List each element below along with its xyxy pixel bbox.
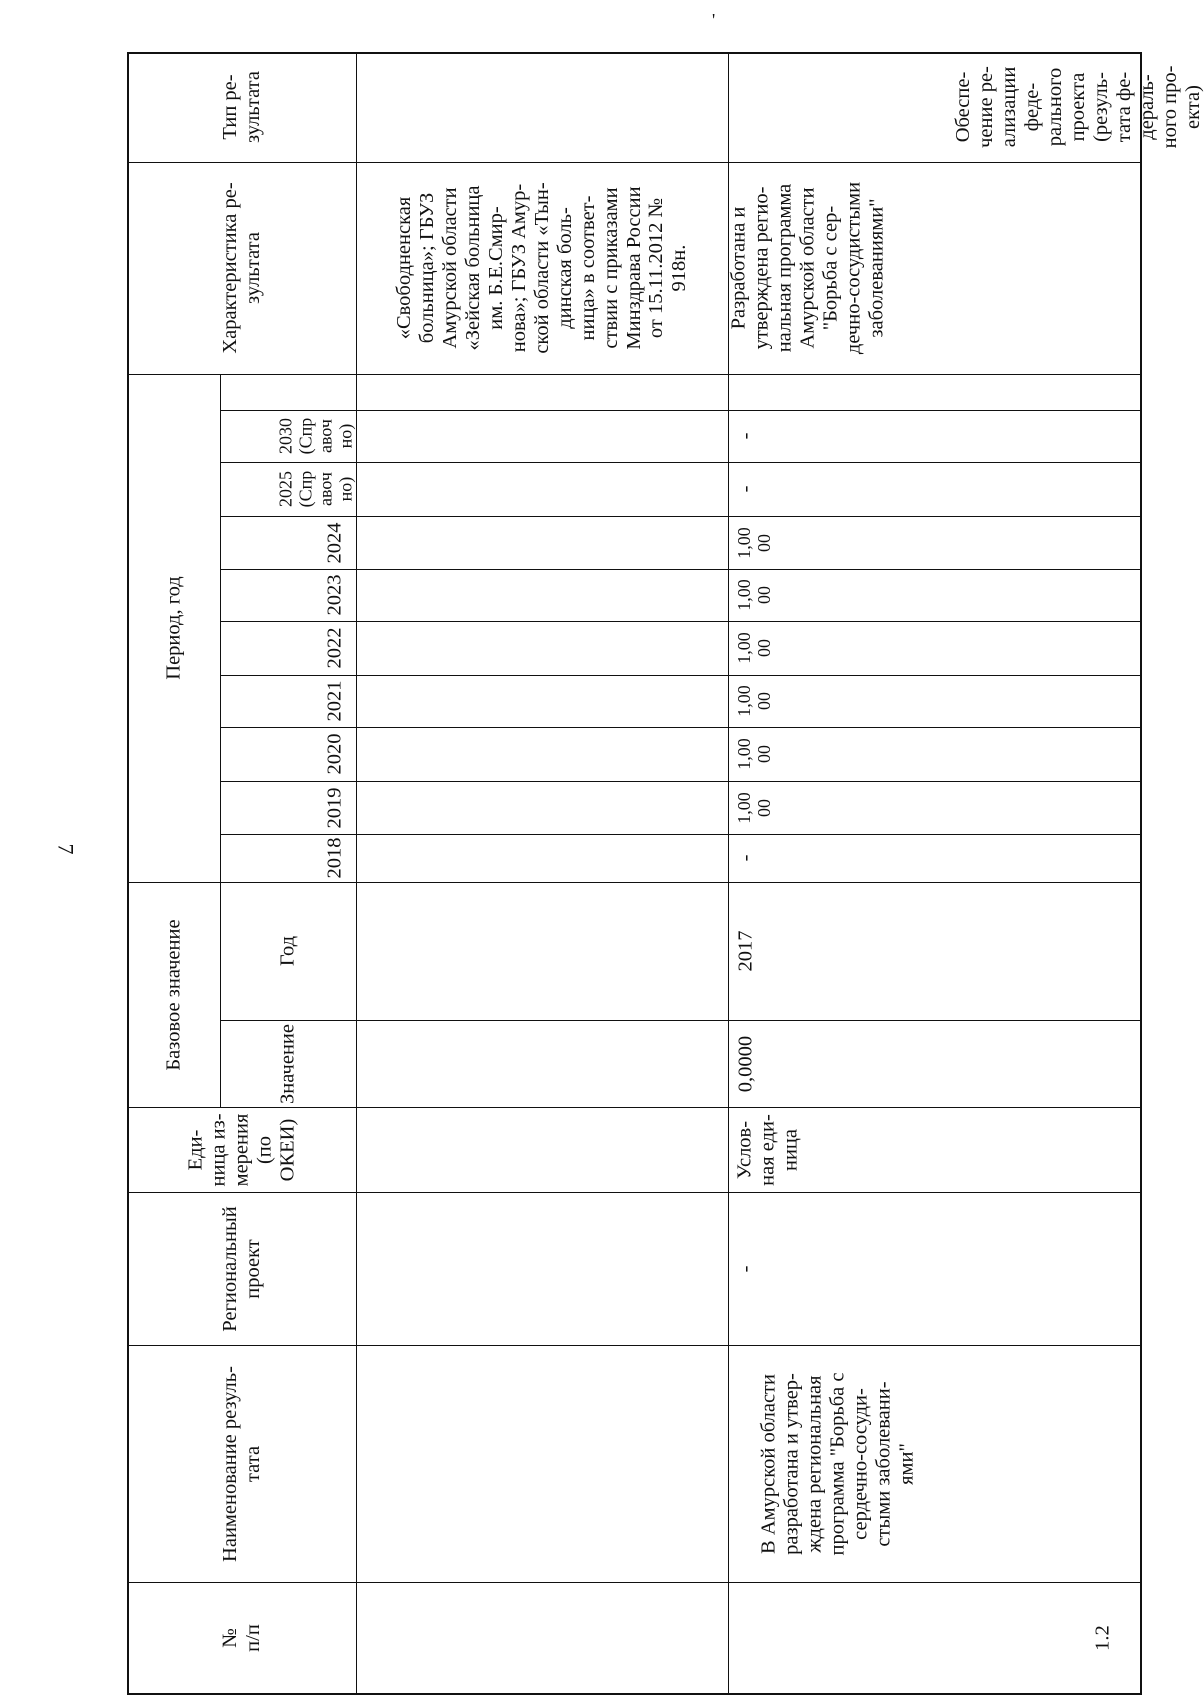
- header-year-2025: 2025 (Спр авоч но): [275, 470, 357, 508]
- row2-result-type: Обеспе- чение ре- ализации феде- рального проекта (резуль- тата фе- дераль- ного про- екта): [951, 65, 1204, 149]
- row2-year-2025: -: [734, 485, 757, 493]
- header-number: № п/п: [218, 1623, 264, 1652]
- row2-year-2022: 1,00 00: [733, 632, 774, 664]
- row2-base-value: 0,0000: [734, 1035, 757, 1092]
- row2-year-2021: 1,00 00: [733, 685, 774, 717]
- row-divider: [356, 410, 728, 411]
- header-base-value: Значение: [276, 1023, 299, 1104]
- header-characteristic: Характеристика ре- зультата: [218, 182, 264, 354]
- corner-mark: ': [712, 10, 716, 30]
- row2-number: 1.2: [1091, 1624, 1114, 1651]
- header-year-2020: 2020: [323, 733, 346, 775]
- header-regional-project: Региональный проект: [218, 1205, 264, 1332]
- results-table: [127, 52, 1204, 1694]
- header-base-year: Год: [276, 935, 299, 967]
- header-base-value-group: Базовое значение: [162, 918, 185, 1071]
- header-year-2018: 2018: [323, 837, 346, 879]
- row2-year-2030: -: [734, 432, 757, 440]
- header-year-2021: 2021: [323, 680, 346, 722]
- row-divider: [356, 569, 728, 570]
- row-divider: [356, 374, 728, 375]
- header-result-type: Тип ре- зультата: [218, 71, 264, 143]
- row2-year-2018: -: [734, 854, 757, 862]
- header-year-2024: 2024: [323, 522, 346, 563]
- row-divider: [356, 462, 728, 463]
- header-unit: Еди- ница из- мерения (по ОКЕИ): [184, 1112, 298, 1187]
- row-divider: [356, 516, 728, 517]
- row-divider: [356, 675, 728, 676]
- header-name: Наименование резуль- тата: [218, 1365, 264, 1562]
- header-year-2030: 2030 (Спр авоч но): [275, 417, 357, 455]
- header-period-group: Период, год: [162, 576, 185, 680]
- table-border-right: [1140, 52, 1142, 1694]
- row2-year-2024: 1,00 00: [733, 526, 774, 559]
- header-year-2019: 2019: [323, 787, 346, 828]
- row2-year-2020: 1,00 00: [733, 738, 774, 770]
- row2-unit: Услов- ная еди- ница: [733, 1113, 802, 1186]
- header-year-2022: 2022: [323, 627, 346, 669]
- row-divider: [356, 834, 728, 835]
- row-divider: [356, 727, 728, 728]
- row2-characteristic: Разработана и утверждена регио- нальная программа Амурской области "Борьба с сер- дечно-сосудистыми заболеваниями": [727, 181, 888, 355]
- row-divider: [728, 374, 1140, 375]
- row-divider: [356, 882, 728, 883]
- row2-regional-project: -: [734, 1265, 757, 1272]
- row-divider: [356, 1345, 728, 1346]
- row2-year-2019: 1,00 00: [733, 791, 774, 824]
- page-number: 7: [53, 843, 79, 855]
- row-divider: [356, 1020, 728, 1021]
- row-divider: [356, 781, 728, 782]
- row-divider: [356, 1192, 728, 1193]
- row-divider: [356, 1582, 728, 1583]
- row2-name: В Амурской области разработана и утвер- ждена региональная программа "Борьба с сердечно-сосуди- стыми заболевани- ями": [757, 1372, 918, 1555]
- header-year-2023: 2023: [323, 574, 346, 616]
- row2-year-2023: 1,00 00: [733, 579, 774, 611]
- row-divider: [356, 621, 728, 622]
- row1-characteristic: «Свободненская больница»; ГБУЗ Амурской области «Зейская больница им. Б.Е.Смир- нова»; ГБУЗ Амур- ской области «Тын- динская боль- ница» в соответ- ствии с приказами Минздрава России от 15.11.2012 № 918н.: [392, 182, 691, 354]
- row-divider: [356, 1107, 728, 1108]
- row2-base-year: 2017: [734, 930, 757, 972]
